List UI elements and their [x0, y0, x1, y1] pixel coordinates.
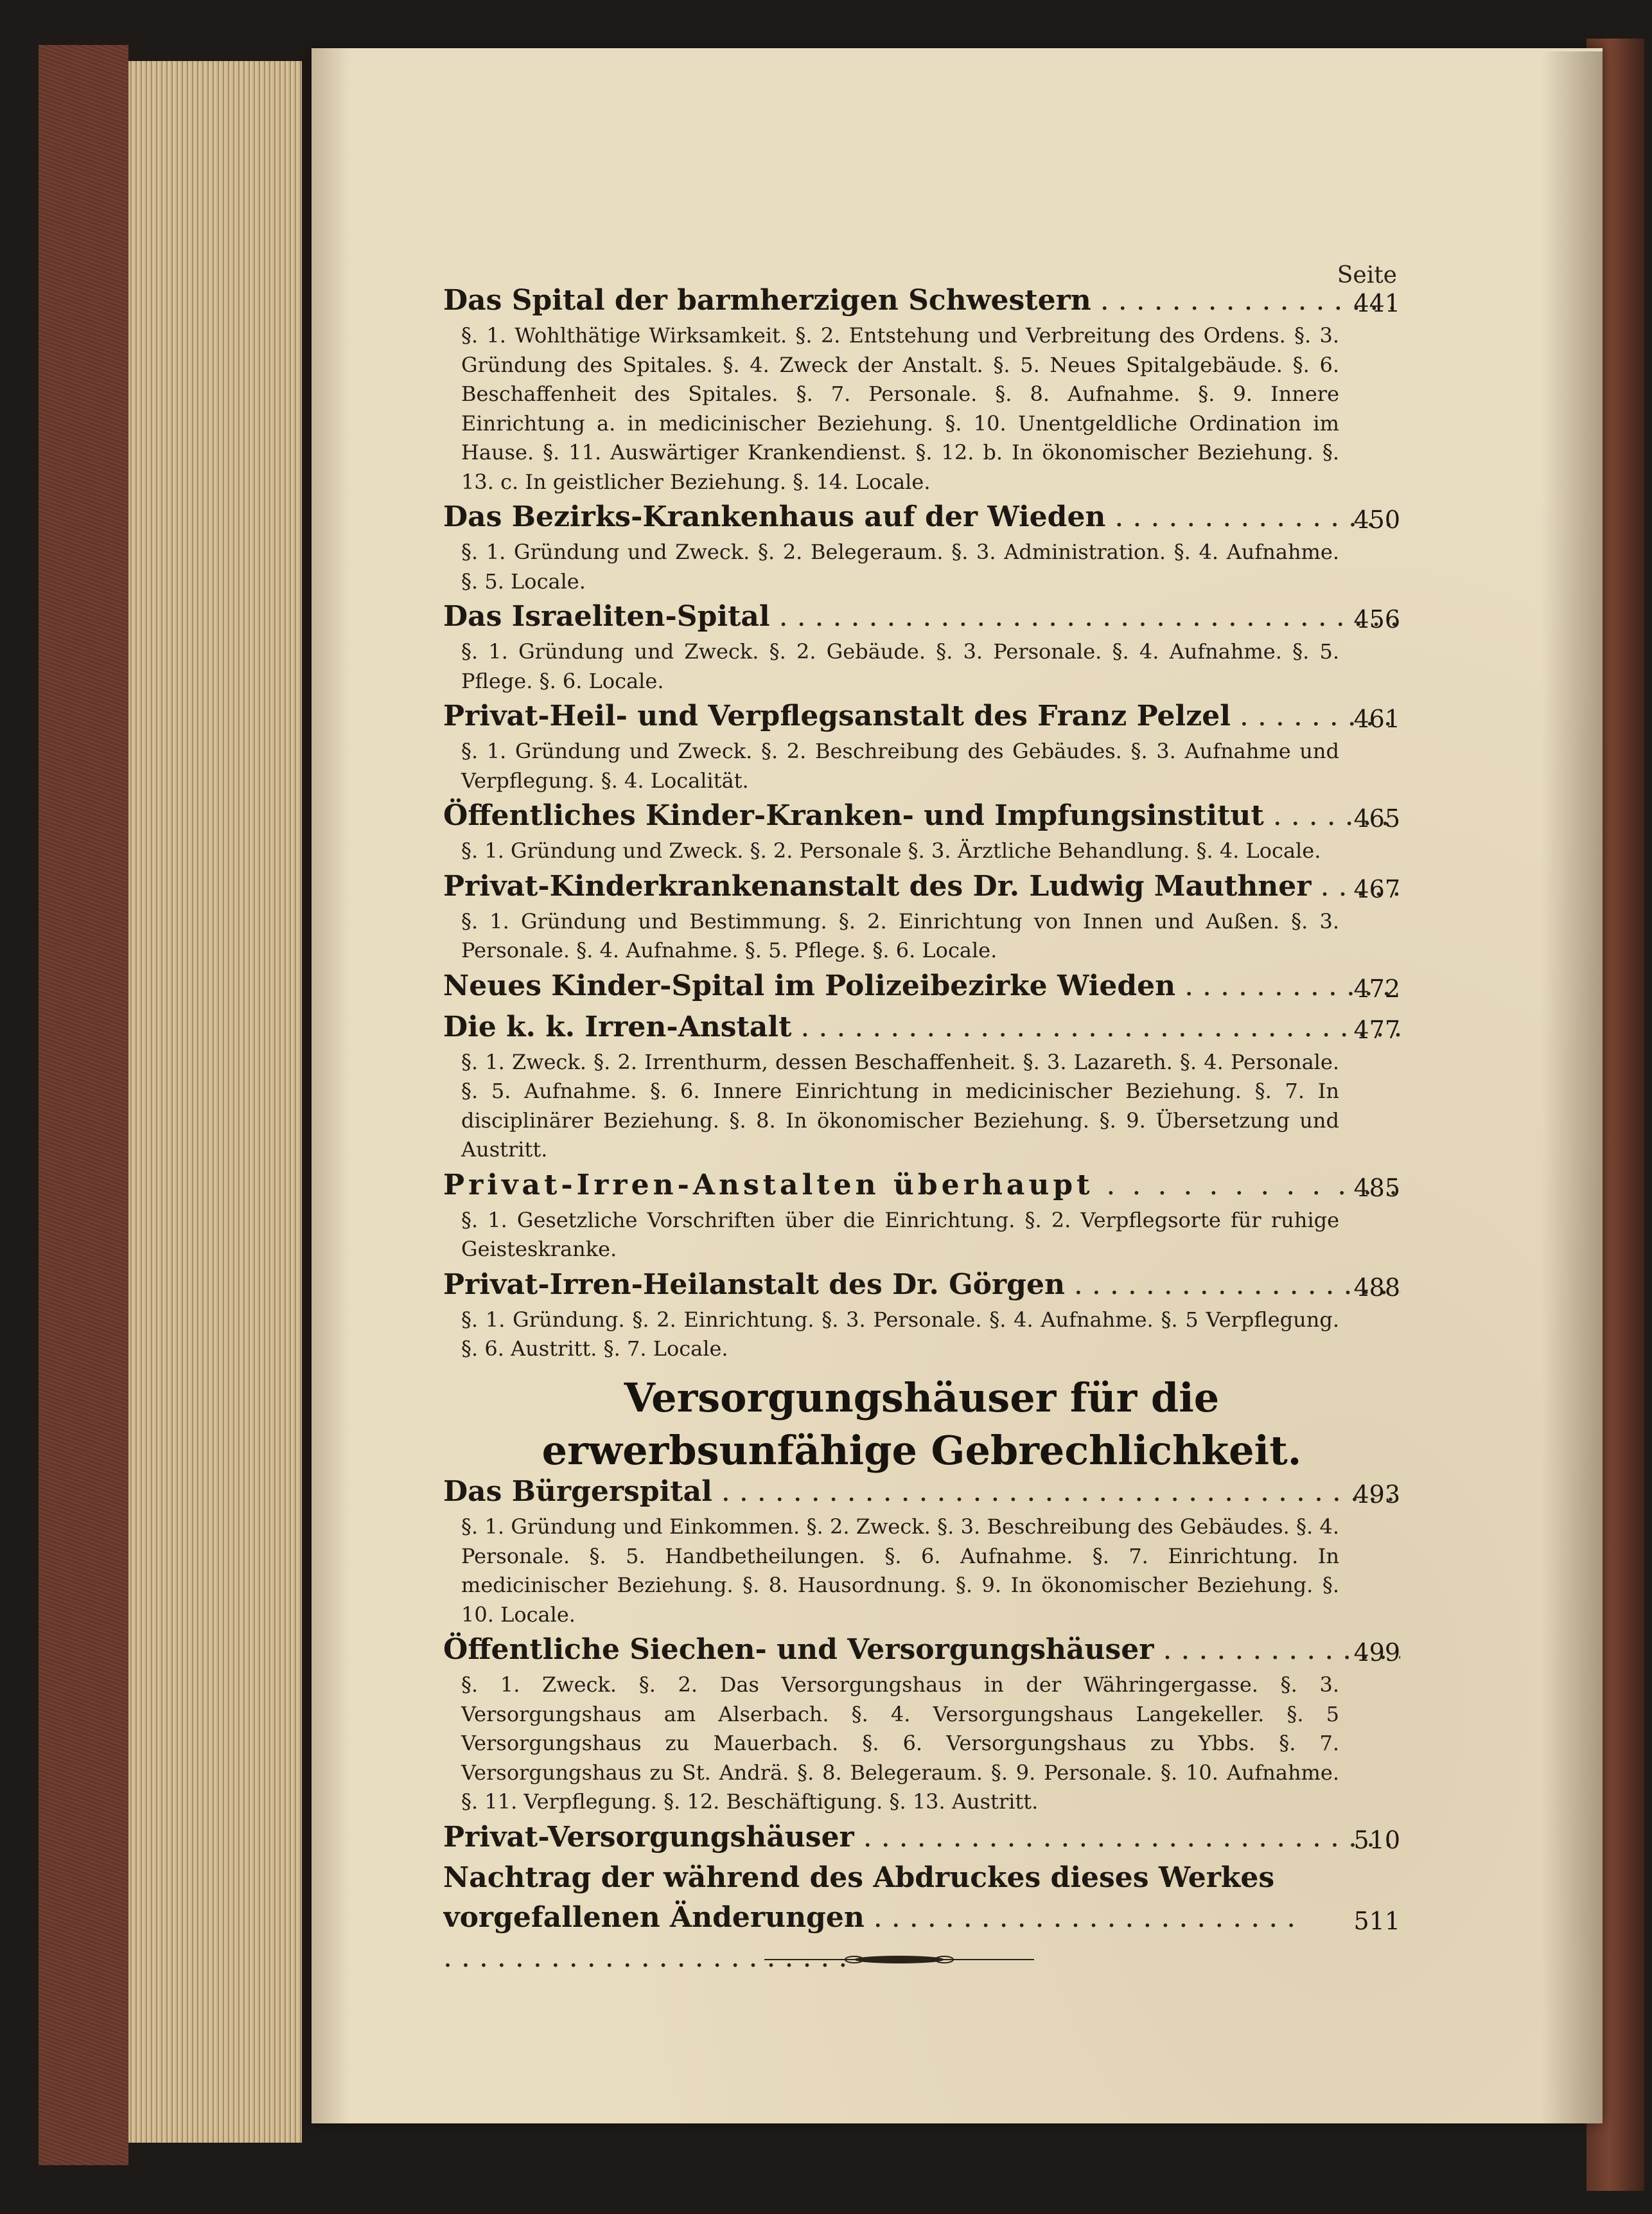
toc-entry [443, 1629, 1400, 1817]
toc-entry [443, 497, 1400, 596]
toc-entry-description: §. 1. Gründung. §. 2. Einrichtung. §. 3. Personale. §. 4. Aufnahme. §. 5 Verpflegung. §. 6. Austritt. §. 7. Locale. [461, 1307, 1339, 1361]
table-of-contents-section-2 [443, 1471, 1400, 1978]
toc-entry-title: Das Israeliten-Spital . . . [443, 596, 1400, 637]
toc-entry-title: Öffentliches Kinder-Kranken- und Impfungsinstitut . . . [443, 795, 1400, 837]
toc-entry-description: §. 1. Gesetzliche Vorschriften über die Einrichtung. §. 2. Verpflegsorte für ruhige Geisteskranke. [461, 1207, 1339, 1261]
toc-page-number: 465 [1353, 804, 1400, 833]
table-of-contents [443, 280, 1400, 1364]
toc-entry-description: §. 1. Zweck. §. 2. Irrenthurm, dessen Beschaffenheit. §. 3. Lazareth. §. 4. Personale. §. 5. Aufnahme. §. 6. Innere Einrichtung in medicinischer Beziehung. §. 7. In disciplinärer Beziehung. §. 8. In ökonomischer Beziehung. §. 9. Übersetzung und Austritt. [461, 1049, 1339, 1162]
toc-page-number: 477 [1353, 1015, 1400, 1044]
toc-entry-description: §. 1. Gründung und Zweck. §. 2. Gebäude. §. 3. Personale. §. 4. Aufnahme. §. 5. Pflege. §. 6. Locale. [461, 639, 1339, 693]
toc-entry [443, 280, 1400, 497]
toc-entry [443, 1264, 1400, 1364]
toc-entry-title: Das Bezirks-Krankenhaus auf der Wieden . . . [443, 497, 1400, 538]
toc-entry-description: §. 1. Wohlthätige Wirksamkeit. §. 2. Entstehung und Verbreitung des Ordens. §. 3. Gründung des Spitales. §. 4. Zweck der Anstalt. §. 5. Neues Spitalgebäude. §. 6. Beschaffenheit des Spitales. §. 7. Personale. §. 8. Aufnahme. §. 9. Innere Einrichtung a. in medicinischer Beziehung. §. 10. Unentgeldliche Ordination im Hause. §. 11. Auswärtiger Krankendienst. §. 12. b. In ökonomischer Beziehung. §. 13. c. In geistlicher Beziehung. §. 14. Locale. [461, 323, 1339, 494]
toc-entry [443, 596, 1400, 696]
toc-page-number: 499 [1353, 1638, 1400, 1667]
section-heading: Versorgungshäuser für die erwerbsunfähige Gebrechlichkeit. [541, 1374, 1302, 1474]
toc-entry [443, 1471, 1400, 1629]
toc-page-number: 467 [1353, 874, 1400, 903]
toc-page-number: 441 [1353, 289, 1400, 317]
seite-label: Seite [1337, 262, 1397, 288]
toc-entry-title: Das Spital der barmherzigen Schwestern . . . [443, 280, 1400, 321]
toc-entry-description: §. 1. Gründung und Zweck. §. 2. Personale §. 3. Ärztliche Behandlung. §. 4. Locale. [461, 838, 1321, 863]
toc-page-number: 450 [1353, 506, 1400, 534]
toc-entry [443, 966, 1400, 1007]
toc-entry-title: Privat-Versorgungshäuser . . . [443, 1817, 1400, 1858]
toc-page-number: 456 [1353, 605, 1400, 633]
toc-entry-title: Neues Kinder-Spital im Polizeibezirke Wieden . . . [443, 966, 1400, 1007]
toc-entry [443, 795, 1400, 866]
toc-entry-title: Die k. k. Irren-Anstalt . . . [443, 1007, 1400, 1048]
book-cover-left [39, 45, 128, 2165]
toc-entry-description: §. 1. Gründung und Einkommen. §. 2. Zweck. §. 3. Beschreibung des Gebäudes. §. 4. Personale. §. 5. Handbetheilungen. §. 6. Aufnahme. §. 7. Einrichtung. In medicinischer Beziehung. §. 8. Hausordnung. §. 9. In ökonomischer Beziehung. §. 10. Locale. [461, 1514, 1339, 1627]
toc-entry [443, 1165, 1400, 1264]
toc-page-number: 461 [1353, 705, 1400, 733]
toc-entry-title: Nachtrag der während des Abdruckes dieses Werkes vorgefallenen Änderungen . . . [443, 1858, 1400, 1978]
toc-entry-description: §. 1. Zweck. §. 2. Das Versorgungshaus in der Währingergasse. §. 3. Versorgungshaus am Alserbach. §. 4. Versorgungshaus Langekeller. §. 5 Versorgungshaus zu Mauerbach. §. 6. Versorgungshaus zu Ybbs. §. 7. Versorgungshaus zu St. Andrä. §. 8. Belegeraum. §. 9. Personale. §. 10. Aufnahme. §. 11. Verpflegung. §. 12. Beschäftigung. §. 13. Austritt. [461, 1672, 1339, 1814]
toc-page-number: 488 [1353, 1273, 1400, 1302]
toc-entry-title: Privat-Irren-Anstalten überhaupt . . . [443, 1165, 1400, 1206]
toc-page-number: 510 [1353, 1825, 1400, 1854]
toc-entry-title: Privat-Kinderkrankenanstalt des Dr. Ludwig Mauthner . . . [443, 866, 1400, 907]
toc-page-number: 485 [1353, 1173, 1400, 1202]
toc-entry-title: Privat-Irren-Heilanstalt des Dr. Görgen . . . [443, 1264, 1400, 1306]
end-ornament [764, 1953, 1034, 1966]
toc-entry-description: §. 1. Gründung und Zweck. §. 2. Beschreibung des Gebäudes. §. 3. Aufnahme und Verpflegung. §. 4. Localität. [461, 739, 1339, 793]
toc-entry-title: Das Bürgerspital . . . [443, 1471, 1400, 1512]
toc-entry-title: Privat-Heil- und Verpflegsanstalt des Franz Pelzel . . . [443, 696, 1400, 737]
toc-entry [443, 866, 1400, 966]
page-gutter-shadow [1542, 51, 1603, 2123]
toc-entry [443, 1007, 1400, 1165]
toc-page-number: 472 [1353, 974, 1400, 1003]
toc-entry-title: Öffentliche Siechen- und Versorgungshäuser . . . [443, 1629, 1400, 1670]
toc-page-number: 511 [1353, 1906, 1400, 1935]
page-edges [128, 61, 302, 2143]
toc-entry-description: §. 1. Gründung und Zweck. §. 2. Belegeraum. §. 3. Administration. §. 4. Aufnahme. §. 5. Locale. [461, 540, 1339, 594]
toc-entry [443, 696, 1400, 795]
toc-page-number: 493 [1353, 1480, 1400, 1509]
toc-entry-description: §. 1. Gründung und Bestimmung. §. 2. Einrichtung von Innen und Außen. §. 3. Personale. §. 4. Aufnahme. §. 5. Pflege. §. 6. Locale. [461, 908, 1339, 962]
toc-entry [443, 1817, 1400, 1858]
